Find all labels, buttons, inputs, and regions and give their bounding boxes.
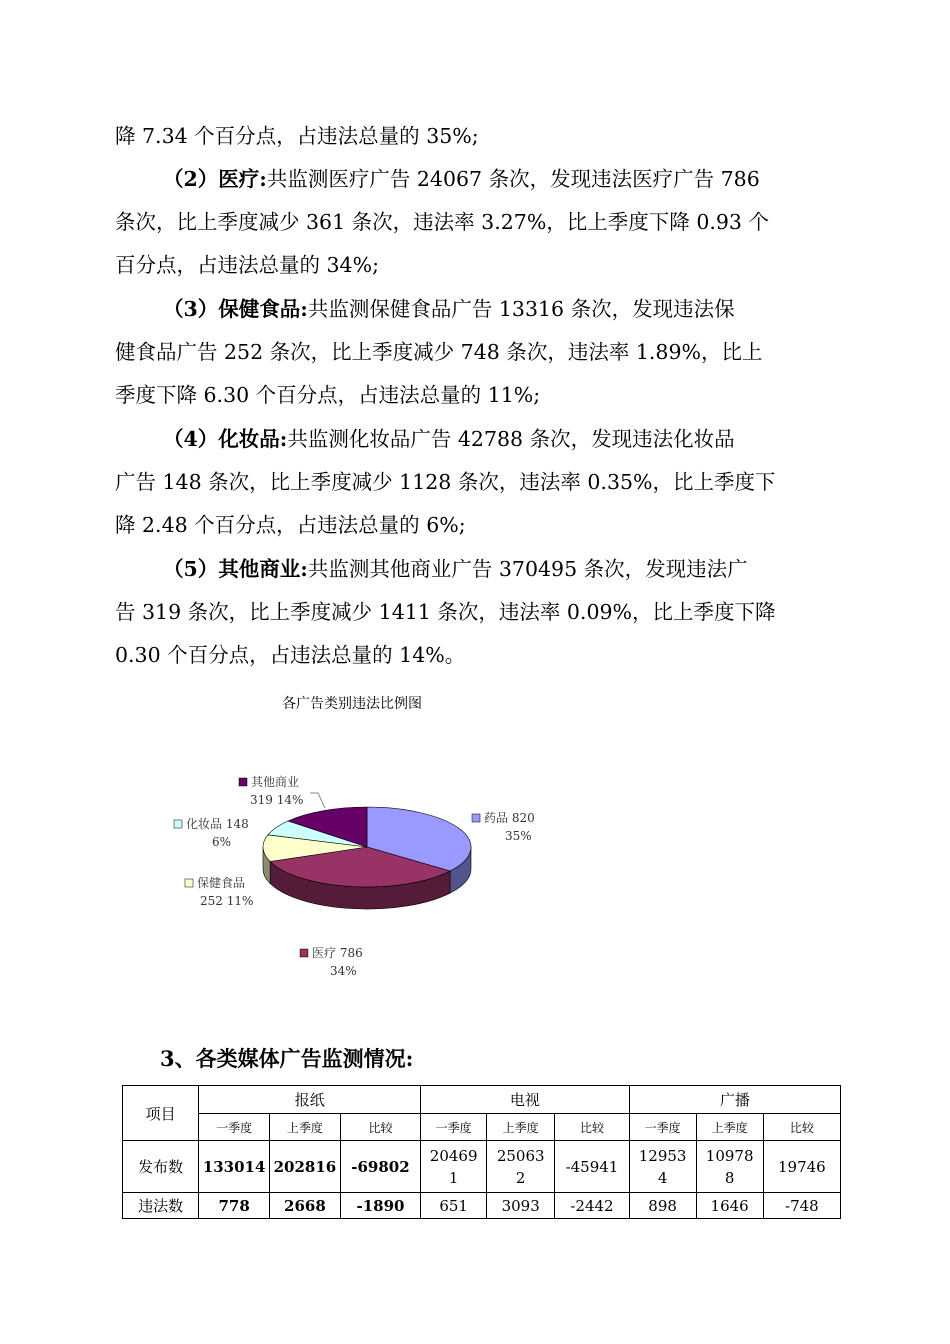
legend-swatch	[472, 814, 480, 822]
table-cell: -69802	[340, 1141, 420, 1193]
table-cell: -2442	[555, 1193, 629, 1219]
slice-percent: 319 14%	[250, 793, 304, 807]
table-cell: 898	[629, 1193, 696, 1219]
table-cell: 129534	[629, 1141, 696, 1193]
group-header-tv: 电视	[421, 1086, 629, 1114]
paragraph-heading: （3）保健食品:	[163, 297, 308, 321]
section-3-title: 3、各类媒体广告监测情况:	[160, 1046, 414, 1071]
sub-header: 上季度	[270, 1114, 341, 1141]
media-monitoring-table	[122, 1085, 841, 1219]
sub-header: 比较	[340, 1114, 420, 1141]
table-cell: 2668	[270, 1193, 341, 1219]
sub-header: 比较	[555, 1114, 629, 1141]
paragraph-line: 共监测医疗广告 24067 条次，发现违法医疗广告 786	[266, 167, 760, 191]
legend-swatch	[239, 778, 247, 786]
table-cell: 1646	[696, 1193, 763, 1219]
table-cell: 204691	[421, 1141, 487, 1193]
table-cell: 250632	[487, 1141, 555, 1193]
slice-label: 其他商业	[251, 775, 300, 789]
table-cell: 133014	[199, 1141, 270, 1193]
paragraph-line: 0.30 个百分点，占违法总量的 14%。	[115, 643, 466, 667]
paragraph-health-food	[115, 288, 837, 417]
sub-header: 一季度	[421, 1114, 487, 1141]
legend-swatch	[174, 820, 182, 828]
paragraph-line: 季度下降 6.30 个百分点，占违法总量的 11%;	[115, 383, 541, 407]
item-header: 项目	[123, 1086, 199, 1141]
group-header-newspaper: 报纸	[199, 1086, 421, 1114]
table-cell: 109788	[696, 1141, 763, 1193]
paragraph-line: 广告 148 条次，比上季度减少 1128 条次，违法率 0.35%，比上季度下	[115, 470, 776, 494]
slice-label: 药品 820	[484, 811, 535, 825]
slice-label: 化妆品 148	[186, 817, 249, 831]
paragraph-line: 百分点，占违法总量的 34%;	[115, 253, 379, 277]
paragraph-heading: （4）化妆品:	[163, 427, 288, 451]
paragraph-1	[115, 115, 837, 158]
paragraph-line: 共监测其他商业广告 370495 条次，发现违法广	[307, 557, 748, 581]
leader-line	[310, 793, 325, 808]
legend-swatch	[185, 879, 193, 887]
sub-header: 上季度	[696, 1114, 763, 1141]
paragraph-line: 健食品广告 252 条次，比上季度减少 748 条次，违法率 1.89%，比上	[115, 340, 763, 364]
table-row	[123, 1193, 841, 1219]
table-row	[123, 1141, 841, 1193]
row-label: 发布数	[123, 1141, 199, 1193]
chart-title: 各广告类别违法比例图	[282, 696, 422, 712]
table-cell: 3093	[487, 1193, 555, 1219]
table-cell: -748	[763, 1193, 840, 1219]
sub-header: 比较	[763, 1114, 840, 1141]
table-cell: 19746	[763, 1141, 840, 1193]
table-cell: -1890	[340, 1193, 420, 1219]
sub-header: 上季度	[487, 1114, 555, 1141]
slice-percent: 34%	[330, 964, 357, 978]
paragraph-other-commercial	[115, 548, 837, 677]
slice-percent: 35%	[505, 829, 532, 843]
slice-label: 保健食品	[197, 876, 246, 890]
paragraph-line: 条次，比上季度减少 361 条次，违法率 3.27%，比上季度下降 0.93 个	[115, 210, 769, 234]
paragraph-heading: （5）其他商业:	[163, 557, 308, 581]
table-cell: 651	[421, 1193, 487, 1219]
sub-header: 一季度	[629, 1114, 696, 1141]
paragraph-medical	[115, 158, 837, 287]
table-cell: 202816	[270, 1141, 341, 1193]
paragraph-line: 降 7.34 个百分点，占违法总量的 35%;	[115, 124, 479, 148]
paragraph-line: 告 319 条次，比上季度减少 1411 条次，违法率 0.09%，比上季度下降	[115, 600, 776, 624]
sub-header: 一季度	[199, 1114, 270, 1141]
legend-swatch	[300, 949, 308, 957]
table-cell: -45941	[555, 1141, 629, 1193]
slice-label: 医疗 786	[312, 946, 363, 960]
slice-percent: 6%	[212, 835, 232, 849]
table-cell: 778	[199, 1193, 270, 1219]
paragraph-line: 共监测保健食品广告 13316 条次，发现违法保	[307, 297, 735, 321]
slice-percent: 252 11%	[200, 894, 254, 908]
pie-chart	[160, 760, 580, 990]
paragraph-line: 降 2.48 个百分点，占违法总量的 6%;	[115, 513, 466, 537]
paragraph-line: 共监测化妆品广告 42788 条次，发现违法化妆品	[287, 427, 735, 451]
paragraph-heading: （2）医疗:	[163, 167, 267, 191]
group-header-radio: 广播	[629, 1086, 840, 1114]
paragraph-cosmetics	[115, 418, 837, 547]
row-label: 违法数	[123, 1193, 199, 1219]
